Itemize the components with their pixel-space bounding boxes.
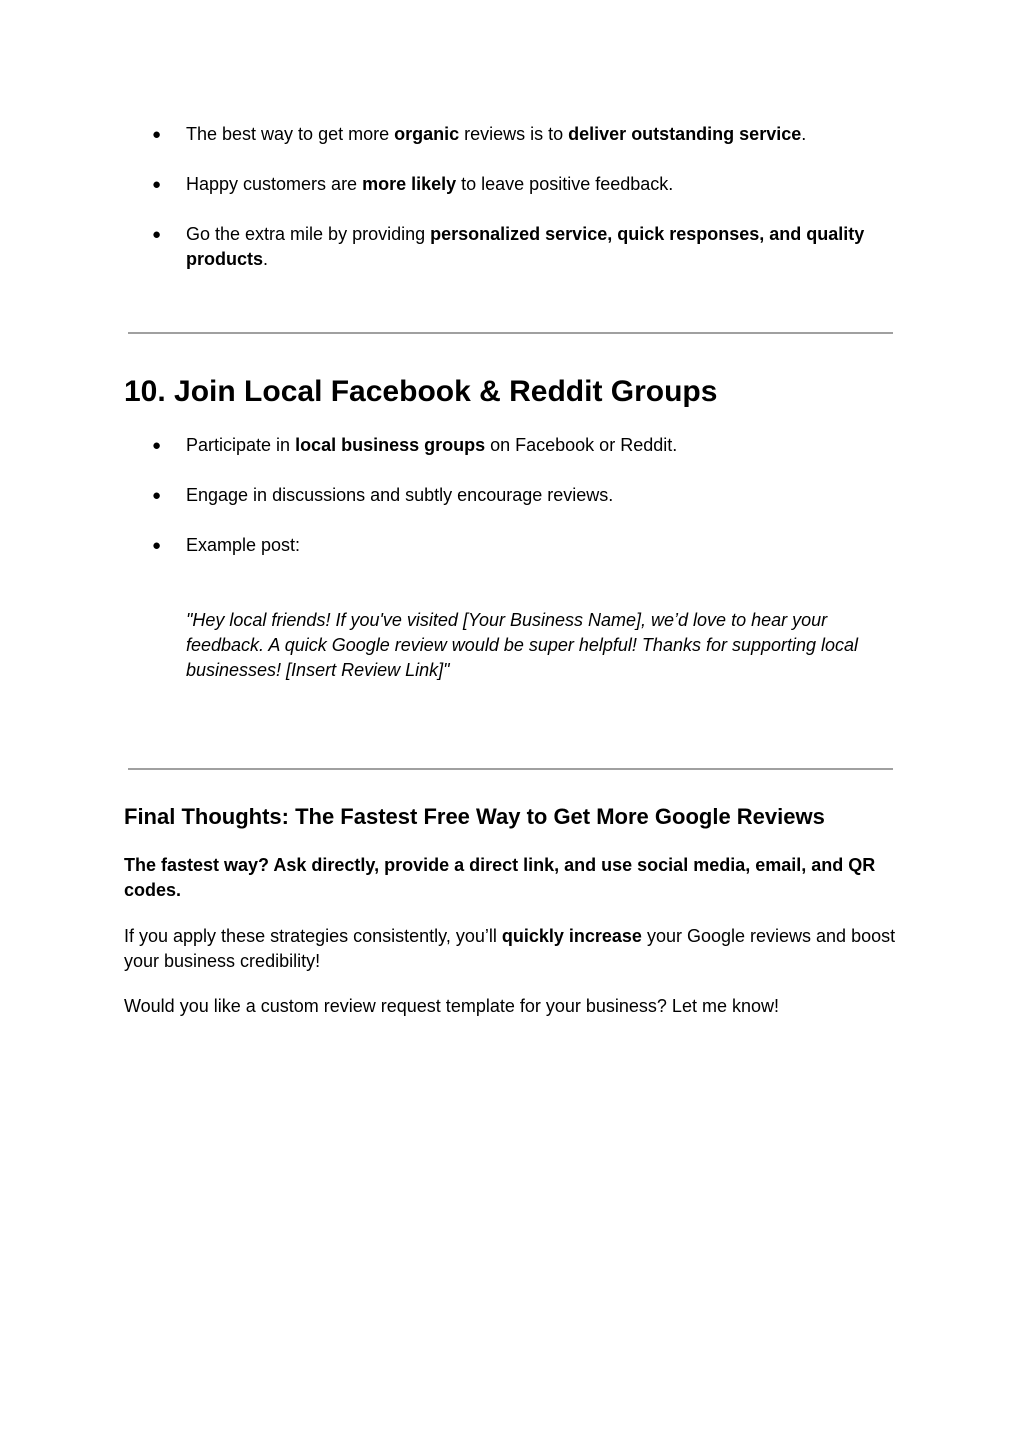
example-post-quote: "Hey local friends! If you've visited [Your Business Name], we’d love to hear your feedback. A quick Google review would be super helpful! Thanks for supporting local businesses! [Insert Review Link]" bbox=[186, 610, 859, 680]
summary-paragraph: The fastest way? Ask directly, provide a direct link, and use social media, email, and QR codes. bbox=[124, 855, 876, 900]
list-item: ● The best way to get more organic reviews is to deliver outstanding service. bbox=[150, 122, 910, 147]
final-thoughts-heading: Final Thoughts: The Fastest Free Way to Get More Google Reviews bbox=[124, 804, 825, 829]
closing-paragraph: Would you like a custom review request template for your business? Let me know! bbox=[124, 996, 779, 1016]
bullet-icon: ● bbox=[152, 537, 162, 554]
bullet-icon: ● bbox=[152, 437, 162, 454]
bullet-icon: ● bbox=[152, 126, 162, 143]
list-item: ● Participate in local business groups on Facebook or Reddit. bbox=[150, 433, 910, 458]
bullet-icon: ● bbox=[152, 176, 162, 193]
list-item: ● Happy customers are more likely to leave positive feedback. bbox=[150, 172, 910, 197]
section10-bullet-list bbox=[150, 433, 910, 583]
list-item: ● Go the extra mile by providing personalized service, quick responses, and quality products. bbox=[152, 224, 865, 269]
divider bbox=[128, 768, 893, 770]
list-item: ● Engage in discussions and subtly encourage reviews. bbox=[150, 483, 910, 508]
bullet-icon: ● bbox=[152, 487, 162, 504]
intro-bullet-list bbox=[150, 122, 910, 297]
list-item: ● Example post: bbox=[150, 533, 910, 558]
section-heading: 10. Join Local Facebook & Reddit Groups bbox=[124, 375, 718, 408]
divider bbox=[128, 332, 893, 334]
body-paragraph: If you apply these strategies consistently, you’ll quickly increase your Google reviews and boost your business credibility! bbox=[124, 926, 896, 971]
bullet-icon: ● bbox=[152, 226, 162, 243]
